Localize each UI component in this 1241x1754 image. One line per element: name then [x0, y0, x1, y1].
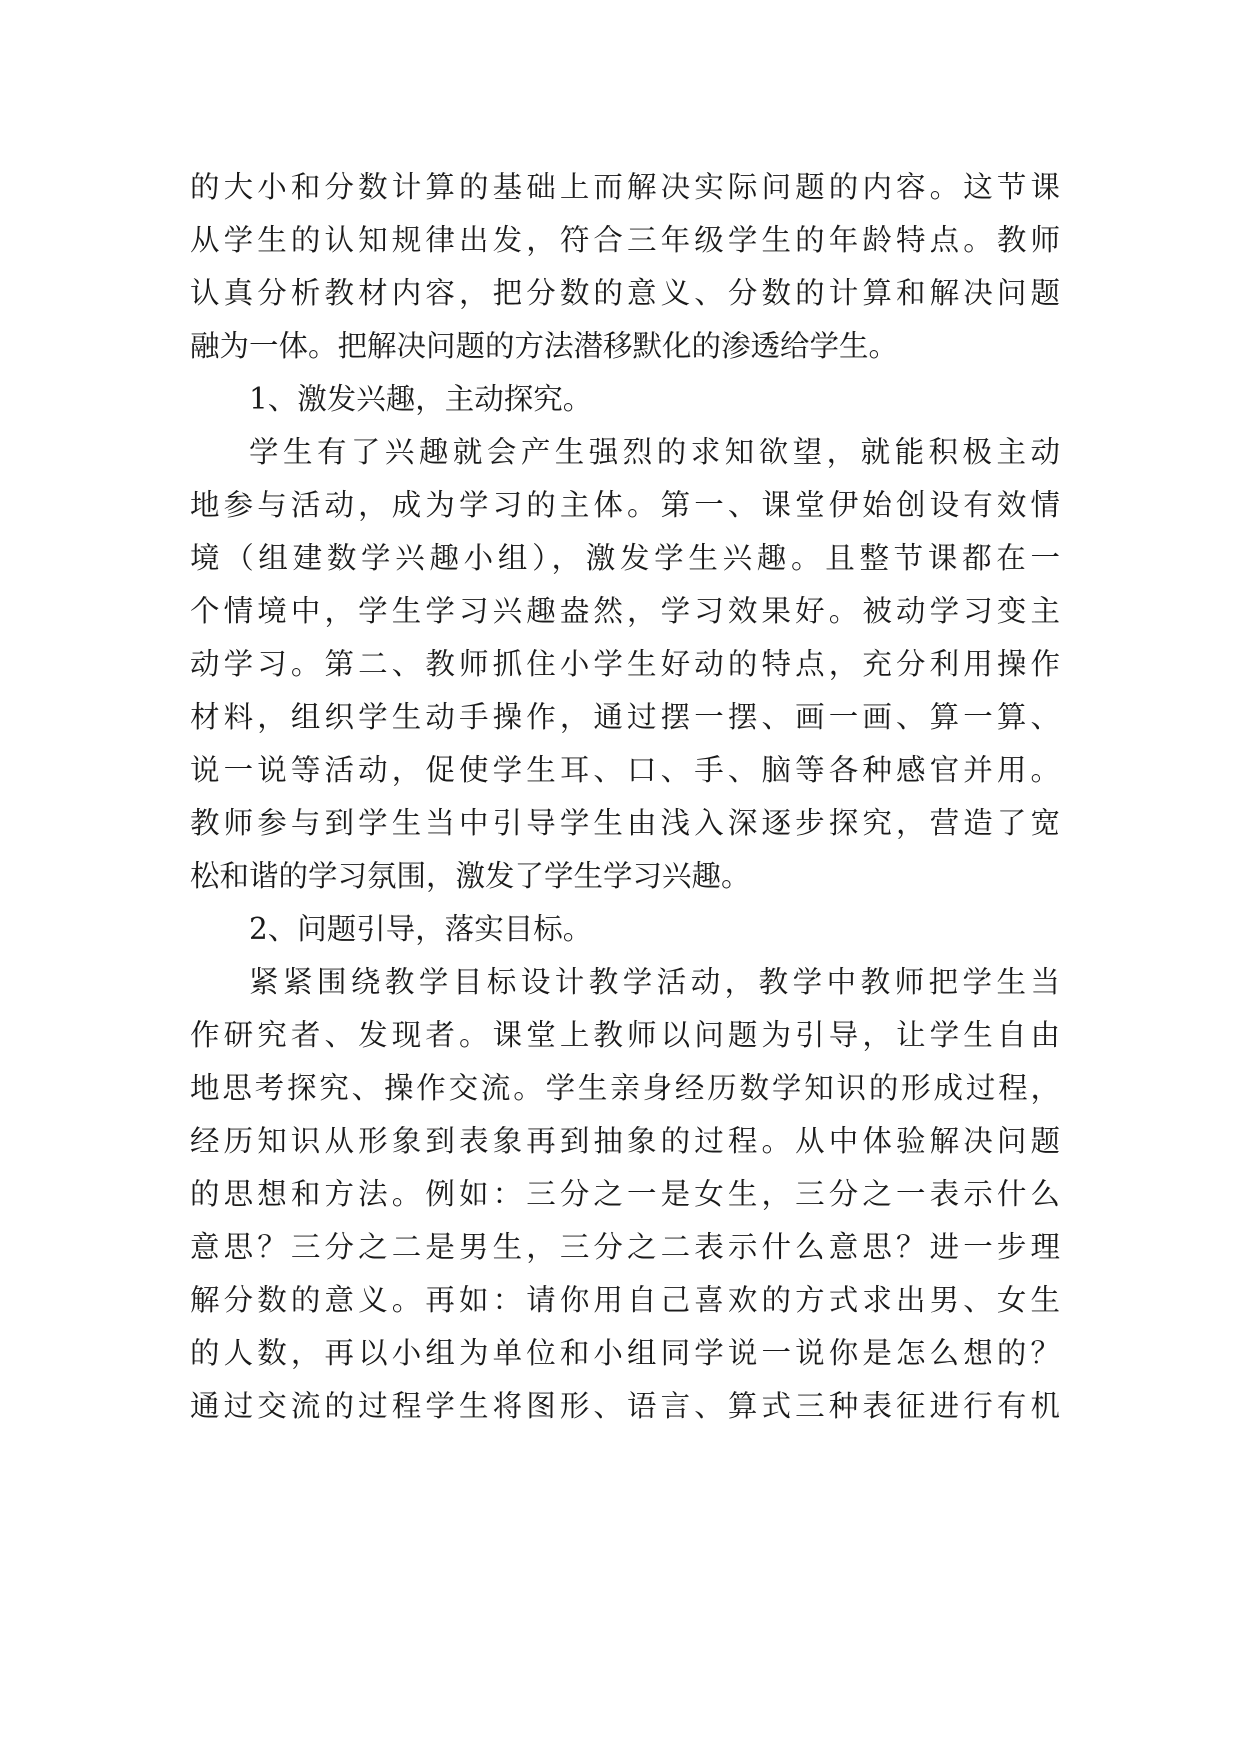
section-heading-1: 1、激发兴趣，主动探究。	[249, 382, 593, 416]
text-line: 个情境中，学生学习兴趣盎然，学习效果好。被动学习变主	[190, 594, 1060, 628]
text-line: 紧紧围绕教学目标设计教学活动，教学中教师把学生当	[249, 965, 1060, 999]
text-line: 融为一体。把解决问题的方法潜移默化的渗透给学生。	[190, 329, 899, 363]
text-line: 松和谐的学习氛围，激发了学生学习兴趣。	[190, 859, 751, 893]
text-line: 经历知识从形象到表象再到抽象的过程。从中体验解决问题	[190, 1124, 1060, 1158]
text-line: 解分数的意义。再如：请你用自己喜欢的方式求出男、女生	[190, 1283, 1060, 1317]
text-line: 作研究者、发现者。课堂上教师以问题为引导，让学生自由	[190, 1018, 1060, 1052]
section-heading-2: 2、问题引导，落实目标。	[249, 912, 593, 946]
body-text	[190, 161, 1060, 1433]
text-line: 说一说等活动，促使学生耳、口、手、脑等各种感官并用。	[190, 753, 1060, 787]
text-line: 认真分析教材内容，把分数的意义、分数的计算和解决问题	[190, 276, 1060, 310]
text-line: 学生有了兴趣就会产生强烈的求知欲望，就能积极主动	[249, 435, 1060, 469]
text-line: 从学生的认知规律出发，符合三年级学生的年龄特点。教师	[190, 223, 1060, 257]
text-line: 教师参与到学生当中引导学生由浅入深逐步探究，营造了宽	[190, 806, 1060, 840]
text-line: 的思想和方法。例如：三分之一是女生，三分之一表示什么	[190, 1177, 1060, 1211]
text-line: 意思？三分之二是男生，三分之二表示什么意思？进一步理	[190, 1230, 1060, 1264]
text-line: 通过交流的过程学生将图形、语言、算式三种表征进行有机	[190, 1389, 1060, 1423]
text-line: 地思考探究、操作交流。学生亲身经历数学知识的形成过程，	[190, 1071, 1060, 1105]
text-line: 动学习。第二、教师抓住小学生好动的特点，充分利用操作	[190, 647, 1060, 681]
text-line: 的大小和分数计算的基础上而解决实际问题的内容。这节课	[190, 170, 1060, 204]
text-line: 境（组建数学兴趣小组），激发学生兴趣。且整节课都在一	[190, 541, 1060, 575]
text-line: 的人数，再以小组为单位和小组同学说一说你是怎么想的？	[190, 1336, 1060, 1370]
text-line: 材料，组织学生动手操作，通过摆一摆、画一画、算一算、	[190, 700, 1060, 734]
text-line: 地参与活动，成为学习的主体。第一、课堂伊始创设有效情	[190, 488, 1060, 522]
